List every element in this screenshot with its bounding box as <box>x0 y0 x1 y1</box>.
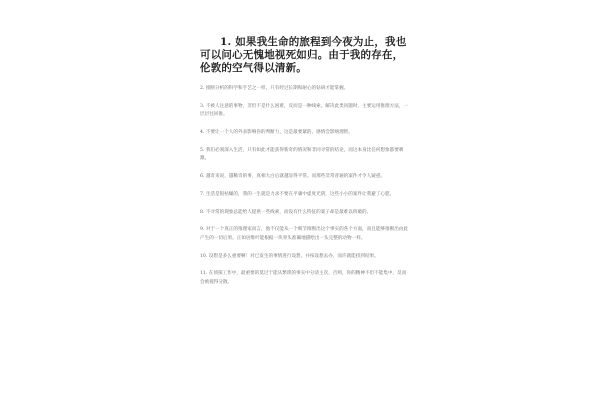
paragraph-11: 11. 在侦探工作中，最重要的莫过于能从繁琐的事实中分清主次，否则，你的精神不但不能集中，反而会被搅得分散。 <box>200 271 407 285</box>
paragraph-3: 3. 不被人注意的事物，非但不是什么困难，反而是一种线索。解决此类问题时，主要运用推理方法，一层层往回推。 <box>200 103 408 118</box>
paragraph-4: 4. 不要让一个人的外表影响你的判断力，这是最要紧的，感情会影响理智。 <box>200 130 353 135</box>
paragraph-8: 8. 不寻常的现象总能给人提供一些线索，而没有什么特征的案子却是最难以侦破的。 <box>200 209 372 215</box>
paragraph-6: 6. 越奇来说，越稀奇的事，真相大白后就越显得平常。而那些非常普通的案件才令人疑惑。 <box>200 174 386 179</box>
article-body <box>200 36 410 297</box>
paragraph-5: 5. 我们必须深入生活，只有如此才能获得新奇的情况和非同寻常的结论，而这本身比任何想象都要刺激。 <box>200 147 404 162</box>
paragraph-10: 10. 设想是多么重要啊！对已发生的事情进行设想，并按设想去办，而许就能找到结果。 <box>200 253 379 259</box>
paragraph-2: 2. 推断分析的科学和手艺之一样，只有经过长期和耐心的钻研才能掌握。 <box>200 86 349 91</box>
paragraph-7: 7. 生活是很枯燥的，我的一生就是力求不要在平庸中虚度光阴，这些小小的案件让我避了心愿。 <box>200 191 395 197</box>
paragraph-9: 9. 对于一个真正的推理家而言，他不仅能从一个细节推断出这个事实的各个方面，而且能够推断出由此产生的一切后果。正如居维叶能根据一块骨头准确地描绘出一头完整的动物一样。 <box>200 227 408 241</box>
article-title: 1. 如果我生命的旅程到今夜为止，我也可以问心无愧地视死如归。由于我的存在，伦敦的空气得以清新。 <box>200 36 407 74</box>
